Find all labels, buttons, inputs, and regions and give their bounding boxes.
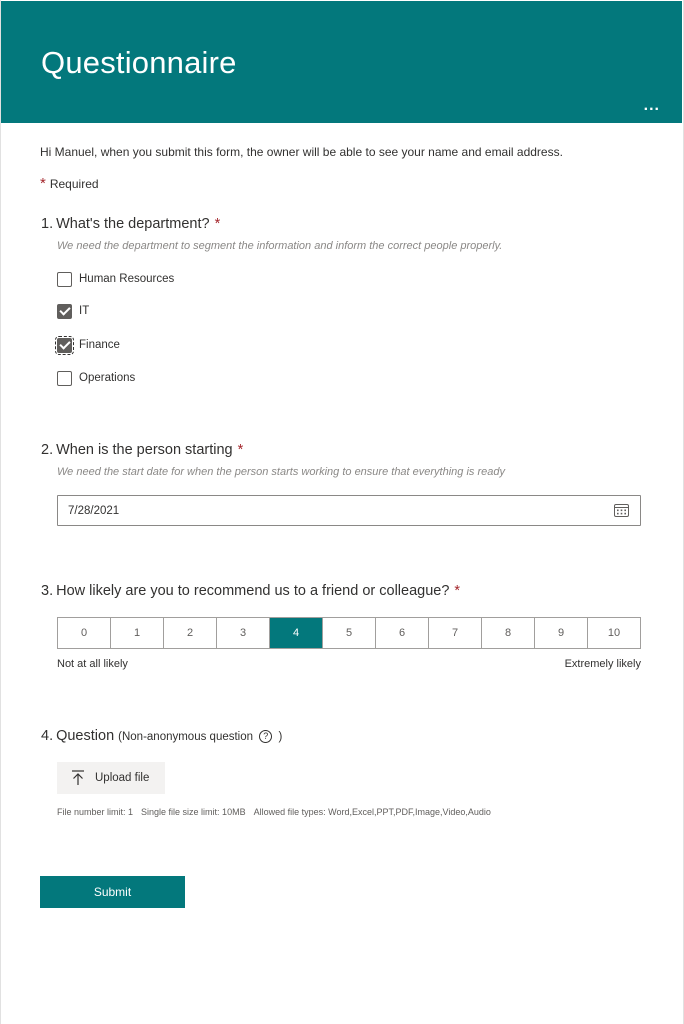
question-2-subtitle: We need the start date for when the person starts working to ensure that everything is ready xyxy=(57,466,505,478)
required-star: * xyxy=(40,175,46,192)
submit-button[interactable]: Submit xyxy=(40,876,185,908)
file-types: Allowed file types: Word,Excel,PPT,PDF,Image,Video,Audio xyxy=(253,807,491,817)
date-value: 7/28/2021 xyxy=(68,504,120,517)
scale-low-label: Not at all likely xyxy=(57,658,128,670)
scale-high-label: Extremely likely xyxy=(564,658,641,670)
file-size-limit: Single file size limit: 10MB xyxy=(141,807,246,817)
question-number: 1. xyxy=(41,216,54,232)
checkbox[interactable] xyxy=(57,272,72,287)
required-star: * xyxy=(237,442,244,458)
nps-option-2[interactable]: 2 xyxy=(164,618,217,648)
question-4-title xyxy=(41,728,282,744)
option-finance[interactable] xyxy=(57,336,120,354)
calendar-icon[interactable] xyxy=(614,503,629,517)
nps-option-0[interactable]: 0 xyxy=(58,618,111,648)
question-number: 2. xyxy=(41,442,54,458)
file-count-limit: File number limit: 1 xyxy=(57,807,134,817)
nps-option-5[interactable]: 5 xyxy=(323,618,376,648)
question-2-title xyxy=(41,442,243,458)
required-legend xyxy=(40,175,99,192)
required-star: * xyxy=(214,216,221,232)
question-1-subtitle: We need the department to segment the information and inform the correct people properly. xyxy=(57,240,503,252)
info-icon[interactable]: ? xyxy=(259,730,272,743)
paren-close: ) xyxy=(278,731,283,743)
more-options-button[interactable]: ... xyxy=(643,97,660,114)
nps-option-7[interactable]: 7 xyxy=(429,618,482,648)
nps-option-4-selected[interactable]: 4 xyxy=(270,618,323,648)
required-label: Required xyxy=(49,177,99,191)
option-label: IT xyxy=(79,305,90,317)
option-label: Operations xyxy=(79,372,136,384)
checkbox[interactable] xyxy=(57,371,72,386)
option-it[interactable] xyxy=(57,302,89,320)
question-number: 3. xyxy=(41,583,54,599)
option-label: Human Resources xyxy=(79,273,175,285)
upload-file-button[interactable] xyxy=(57,762,165,794)
privacy-notice: Hi Manuel, when you submit this form, the owner will be able to see your name and email address. xyxy=(40,145,563,159)
checkbox-checked[interactable] xyxy=(57,338,72,353)
question-text: How likely are you to recommend us to a friend or colleague? xyxy=(56,583,450,599)
question-number: 4. xyxy=(41,728,54,744)
upload-icon xyxy=(71,770,85,786)
question-text: When is the person starting xyxy=(56,442,233,458)
file-limits xyxy=(57,807,499,817)
question-text: Question xyxy=(56,728,115,744)
nps-option-3[interactable]: 3 xyxy=(217,618,270,648)
form-header xyxy=(1,1,682,123)
option-label: Finance xyxy=(79,339,120,351)
checkbox-checked[interactable] xyxy=(57,304,72,319)
question-3-title xyxy=(41,583,460,599)
non-anonymous-label: (Non-anonymous question xyxy=(118,731,254,743)
nps-option-9[interactable]: 9 xyxy=(535,618,588,648)
nps-option-10[interactable]: 10 xyxy=(607,627,621,639)
question-1-title xyxy=(41,216,220,232)
required-star: * xyxy=(454,583,461,599)
option-human-resources[interactable] xyxy=(57,270,174,288)
nps-scale xyxy=(57,617,641,649)
option-operations[interactable] xyxy=(57,369,135,387)
start-date-input[interactable] xyxy=(57,495,641,526)
non-anonymous-note xyxy=(118,731,282,743)
form-title: Questionnaire xyxy=(41,45,237,80)
question-text: What's the department? xyxy=(56,216,210,232)
nps-option-1[interactable]: 1 xyxy=(111,618,164,648)
upload-label: Upload file xyxy=(95,772,150,784)
nps-option-8[interactable]: 8 xyxy=(482,618,535,648)
nps-option-6[interactable]: 6 xyxy=(376,618,429,648)
